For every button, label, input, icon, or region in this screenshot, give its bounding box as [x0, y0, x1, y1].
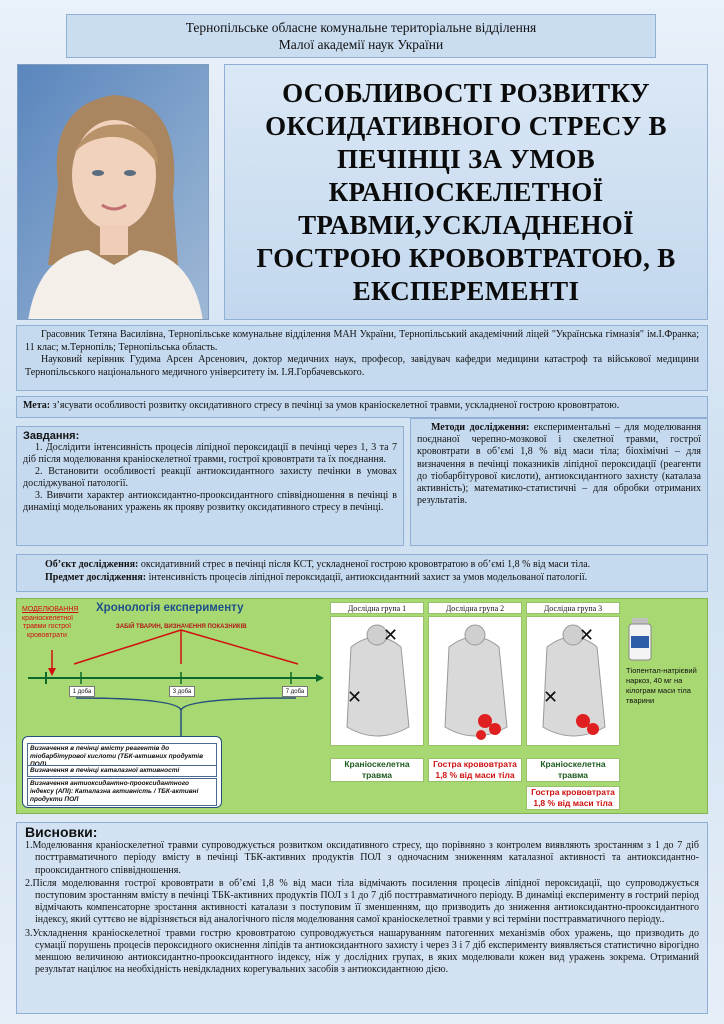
- supervisor-info: Науковий керівник Гудима Арсен Арсенович, доктор медичних наук, професор, завідувач кафедри медицини катастроф та військової медицини Тернопільського національного медичного університету ім. І.Я.Горбачевського.: [25, 354, 699, 378]
- legend-item-tbk: Визначення в печінці вмісту реагентів до тіобарбітурової кислоти (ТБК-активних продуктів: [27, 743, 217, 771]
- group-1-rat: [330, 616, 424, 746]
- poster-title: ОСОБЛИВОСТІ РОЗВИТКУ ОКСИДАТИВНОГО СТРЕСУ В ПЕЧІНЦІ ЗА УМОВ КРАНІОСКЕЛЕТНОЇ ТРАВМИ,УСКЛАДНЕНОЇ ГОСТРОЮ КРОВОВТРАТОЮ, В ЕКСПЕРЕМЕНТІ: [256, 77, 676, 306]
- task-item: 1. Дослідити інтенсивність процесів ліпідної пероксидації в печінці через 1, 3 та 7 діб після моделювання краніоскелетної травми, гострої крововтрати та їх поєднання.: [23, 442, 397, 465]
- legend-brace: [76, 698, 296, 710]
- timeline-arrow-icon: [316, 674, 324, 682]
- conclusions-box: [16, 822, 708, 1014]
- methods-label: Методи дослідження:: [431, 422, 530, 433]
- vial-icon: [626, 618, 654, 662]
- conclusion-item: 2.Після моделювання гострої крововтрати в об’ємі 1,8 % від маси тіла відмічають посилення процесів ліпідної пероксидації, що супроводжується поступовим зростанням вмісту в печінці ТБК-активних продуктів ПОЛ з 1 до 7 діб посттравматичного періоду. В динаміці експерименту в гострий період відмічають компенсаторне зростання активності каталази з поступовим її зменшенням, що призводить до зниження антиоксидантно-прооксидантного індексу, який суттєво не відрізняється від аналогічного після моделювання самої краніоскелетної травми у всі терміни посттравматичного періоду..: [25, 877, 699, 926]
- legend-item-catalase: Визначення в печінці каталазної активності: [27, 765, 217, 777]
- methods-box: [410, 418, 708, 546]
- injury-mark-limb-icon: ✕: [347, 687, 363, 708]
- subject-text: інтенсивність процесів ліпідної пероксидації, антиоксидантний захист за умов модельованої патології.: [148, 572, 588, 583]
- conclusions-heading: Висновки:: [25, 824, 98, 840]
- legend-item-api: Визначення антиоксидантно-прооксидантного індексу (АПІ): Каталазна активність / ТБК-активні продукти ПОЛ: [27, 778, 217, 806]
- portrait-image: [18, 65, 209, 320]
- injury-mark-limb-icon: ✕: [543, 687, 559, 708]
- conclusion-item: 1.Моделювання краніоскелетної травми супроводжується розвитком оксидативного стресу, що порівняно з контролем виявляють зростанням з 1 до 7 діб посттравматичного періоду вмісту в печінці ТБК-активних продуктів ПОЛ з одночасним зниженням каталазної активності та антиоксидантно-прооксидантного співвідношення.: [25, 840, 699, 876]
- modeling-label: МОДЕЛЮВАННЯ: [22, 606, 79, 613]
- group-2-rat: [428, 616, 522, 746]
- injury-mark-head-icon: ✕: [579, 625, 595, 646]
- day-3-label: 3 доба: [169, 686, 195, 697]
- task-item: 2. Встановити особливості реакції антиоксидантного захисту печінки в умовах досліджуваної патології.: [23, 466, 397, 489]
- title-box: [224, 64, 708, 320]
- tasks-box: [16, 426, 404, 546]
- group-2-label: Дослідна група 2: [428, 602, 522, 614]
- caption-group-2: Гостра крововтрата 1,8 % від маси тіла: [428, 758, 522, 782]
- group-3-label: Дослідна група 3: [526, 602, 620, 614]
- object-text: оксидативний стрес в печінці після КСТ, ускладненої гострою крововтратою в об’ємі 1,8 % від маси тіла.: [140, 559, 591, 570]
- aim-text: з’ясувати особливості розвитку оксидативного стресу в печінці за умов краніоскелетної травми, ускладненої гострою крововтратою.: [52, 400, 620, 411]
- injury-mark-head-icon: ✕: [383, 625, 399, 646]
- caption-group-3b: Гостра крововтрата 1,8 % від маси тіла: [526, 786, 620, 810]
- object-label: Об’єкт дослідження:: [45, 559, 139, 570]
- task-item: 3. Вивчити характер антиоксидантно-прооксидантного співвідношення в печінці в динаміці модельованих уражень як прояву розвитку оксидативного стресу в печінці.: [23, 490, 397, 513]
- chronology-title: Хронологія експерименту: [96, 602, 244, 614]
- conclusion-item: 3.Ускладнення краніоскелетної травми гострю крововтратою супроводжується нашаруванням патогенних механізмів обох уражень, що призводить до сумації порушень процесів пероксидного окиснення ліпідів та антиоксидантного захисту і через 3 і 7 діб експерименту виявляється статистично вірогідно меншою величиною антиоксидантно-прооксидантного індексу, ніж у дослідних групах, в яких моделювали кожен вид уражень зокрема. Отриманий результат націлює на необхідність невідкладних корегувальних засобів з антиоксидантною дією.: [25, 927, 699, 976]
- header-line-2: Малої академії наук України: [278, 37, 444, 52]
- caption-group-1: Краніоскелетна травма: [330, 758, 424, 782]
- caption-group-3a: Краніоскелетна травма: [526, 758, 620, 782]
- subject-label: Предмет дослідження:: [45, 572, 147, 583]
- group-1-label: Дослідна група 1: [330, 602, 424, 614]
- group-3-rat: [526, 616, 620, 746]
- author-photo: [17, 64, 209, 320]
- header-box: [66, 14, 656, 58]
- bracket-line-right: [181, 630, 298, 664]
- timeline-diagram: [16, 598, 328, 738]
- object-box: [16, 554, 708, 592]
- methods-text: експериментальні – для моделювання поєднаної черепно-мозкової і скелетної травми, гострої крововтрати в об’ємі 1,8 % від маси тіла; біохімічні – для визначення в печінці показників ліпідної пероксидації (реагенти до тіобарбітурової кислоти), антиоксидантного захисту (каталаза активність); математико-статистичні – для обробки отриманих результатів.: [417, 422, 702, 507]
- slaughter-label: ЗАБІЙ ТВАРИН, ВИЗНАЧЕННЯ ПОКАЗНИКІВ: [116, 624, 247, 630]
- header-line-1: Тернопільське обласне комунальне територіальне відділення: [185, 20, 537, 35]
- tasks-heading: Завдання:: [23, 430, 80, 442]
- aim-label: Мета:: [23, 400, 51, 411]
- day-7-label: 7 доба: [282, 686, 308, 697]
- author-info: Грасовник Тетяна Василівна, Тернопільське комунальне відділення МАН України, Тернопільський академічний ліцей "Українська гімназія" ім.І.Франка; 11 клас; м.Тернопіль; Тернопільська область.: [25, 329, 699, 353]
- bracket-line-left: [74, 630, 181, 664]
- modeling-text: краніоскелетної травми гострої крововтрати: [22, 614, 74, 639]
- indicators-legend: [22, 736, 222, 808]
- authors-box: [16, 325, 708, 391]
- day-1-label: 1 доба: [69, 686, 95, 697]
- aim-box: [16, 396, 708, 418]
- anesthesia-note: Тіопентал-натрієвий наркоз, 40 мг на кілограм маси тіла тварини: [626, 666, 697, 705]
